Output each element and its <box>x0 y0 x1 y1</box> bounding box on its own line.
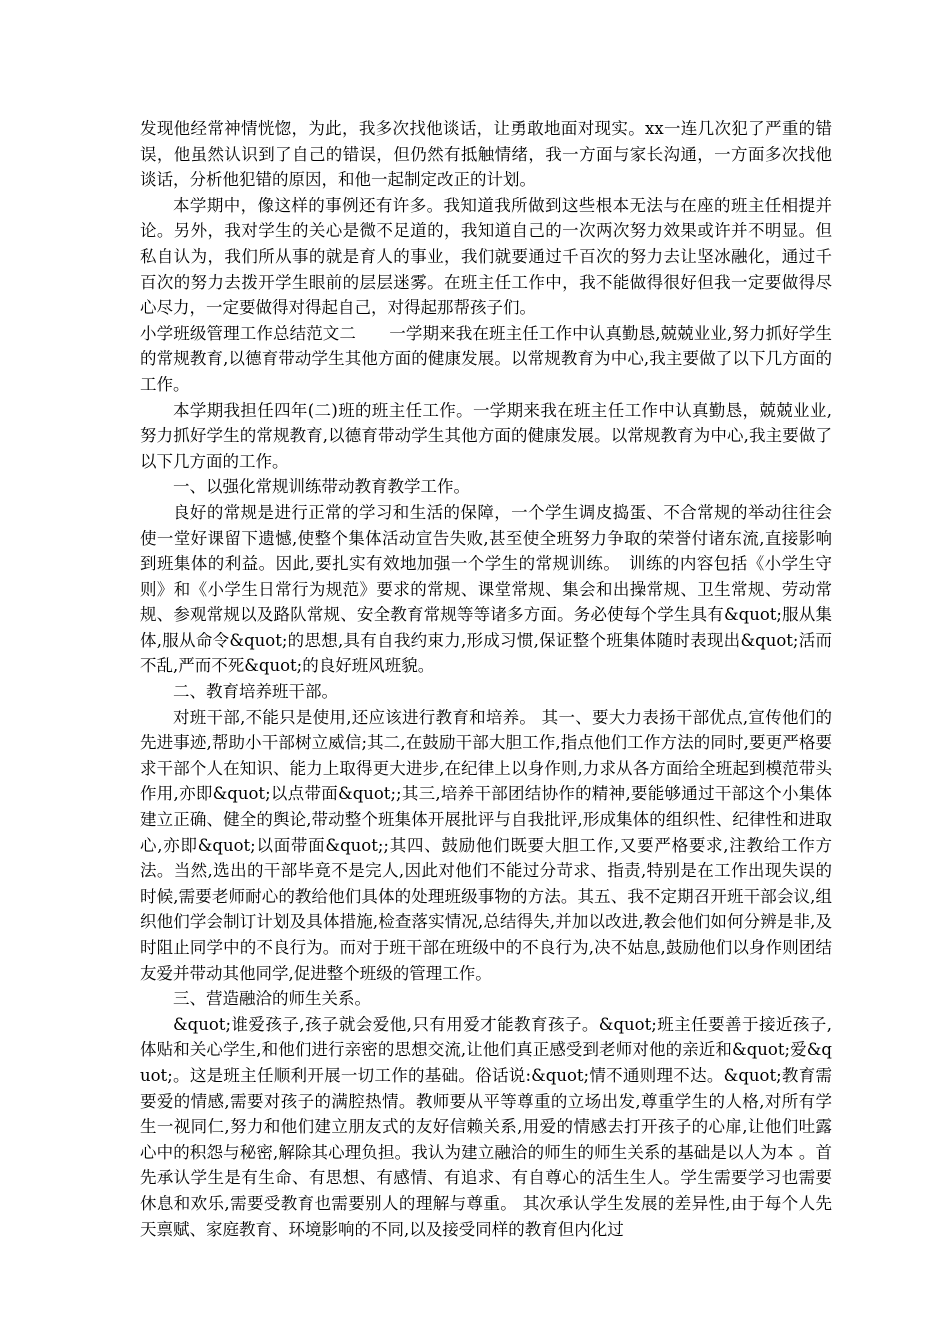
paragraph: 良好的常规是进行正常的学习和生活的保障，一个学生调皮捣蛋、不合常规的举动往往会使一堂好课留下遗憾,使整个集体活动宣告失败,甚至使全班努力争取的荣誉付诸东流,直接影响到班集体的利益。因此,要扎实有效地加强一个学生的常规训练。 训练的内容包括《小学生守则》和《小学生日常行为规范》要求的常规、课堂常规、集会和出操常规、卫生常规、劳动常规、参观常规以及路队常规、安全教育常规等等诸多方面。务必使每个学生具有&quot;服从集体,服从命令&quot;的思想,具有自我约束力,形成习惯,保证整个班集体随时表现出&quot;活而不乱,严而不死&quot;的良好班风班貌。 <box>140 502 832 676</box>
paragraph: 本学期中，像这样的事例还有许多。我知道我所做到这些根本无法与在座的班主任相提并论。另外，我对学生的关心是微不足道的，我知道自己的一次两次努力效果或许并不明显。但私自认为，我们所从事的就是育人的事业，我们就要通过千百次的努力去让坚冰融化，通过千百次的努力去拨开学生眼前的层层迷雾。在班主任工作中，我不能做得很好但我一定要做得尽心尽力，一定要做得对得起自己，对得起那帮孩子们。 <box>140 195 832 318</box>
paragraph-heading-3: 三、营造融洽的师生关系。 <box>173 989 371 1009</box>
paragraph: 发现他经常神情恍惚，为此，我多次找他谈话，让勇敢地面对现实。xx一连几次犯了严重的错误，他虽然认识到了自己的错误，但仍然有抵触情绪，我一方面与家长沟通，一方面多次找他谈话，分析他犯错的原因，和他一起制定改正的计划。 <box>140 119 832 190</box>
document-body <box>140 0 832 1302</box>
paragraph: 对班干部,不能只是使用,还应该进行教育和培养。 其一、要大力表扬干部优点,宣传他们的先进事迹,帮助小干部树立威信;其二,在鼓励干部大胆工作,指点他们工作方法的同时,要更严格要求干部个人在知识、能力上取得更大进步,在纪律上以身作则,力求从各方面给全班起到模范带头作用,亦即&quot;以点带面&quot;;其三,培养干部团结协作的精神,要能够通过干部这个小集体建立正确、健全的舆论,带动整个班集体开展批评与自我批评,形成集体的组织性、纪律性和进取心,亦即&quot;以面带面&quot;;其四、鼓励他们既要大胆工作,又要严格要求,注教给工作方法。当然,选出的干部毕竟不是完人,因此对他们不能过分苛求、指责,特别是在工作出现失误的时候,需要老师耐心的教给他们具体的处理班级事物的方法。其五、我不定期召开班干部会议,组织他们学会制订计划及具体措施,检查落实情况,总结得失,并加以改进,教会他们如何分辨是非,及时阻止同学中的不良行为。而对于班干部在班级中的不良行为,决不姑息,鼓励他们以身作则团结友爱并带动其他同学,促进整个班级的管理工作。 <box>140 707 832 983</box>
paragraph-heading-1: 一、以强化常规训练带动教育教学工作。 <box>173 477 470 497</box>
paragraph-heading-2: 二、教育培养班干部。 <box>173 682 338 702</box>
paragraph: 本学期我担任四年(二)班的班主任工作。一学期来我在班主任工作中认真勤恳，兢兢业业,努力抓好学生的常规教育,以德育带动学生其他方面的健康发展。以常规教育为中心,我主要做了以下几方面的工作。 <box>140 400 832 471</box>
paragraph-section-title: 小学班级管理工作总结范文二 一学期来我在班主任工作中认真勤恳,兢兢业业,努力抓好学生的常规教育,以德育带动学生其他方面的健康发展。以常规教育为中心,我主要做了以下几方面的工作。 <box>140 323 832 394</box>
paragraph: &quot;谁爱孩子,孩子就会爱他,只有用爱才能教育孩子。&quot;班主任要善于接近孩子,体贴和关心学生,和他们进行亲密的思想交流,让他们真正感受到老师对他的亲近和&quot;爱&quot;。这是班主任顺利开展一切工作的基础。俗话说:&quot;情不通则理不达。&quot;教育需要爱的情感,需要对孩子的满腔热情。教师要从平等尊重的立场出发,尊重学生的人格,对所有学生一视同仁,努力和他们建立朋友式的友好信赖关系,用爱的情感去打开孩子的心扉,让他们吐露心中的积怨与秘密,解除其心理负担。我认为建立融洽的师生的师生关系的基础是以人为本 。首先承认学生是有生命、有思想、有感情、有追求、有自尊心的活生生人。学生需要学习也需要休息和欢乐,需要受教育也需要别人的理解与尊重。 其次承认学生发展的差异性,由于每个人先天禀赋、家庭教育、环境影响的不同,以及接受同样的教育但内化过 <box>140 1014 832 1239</box>
